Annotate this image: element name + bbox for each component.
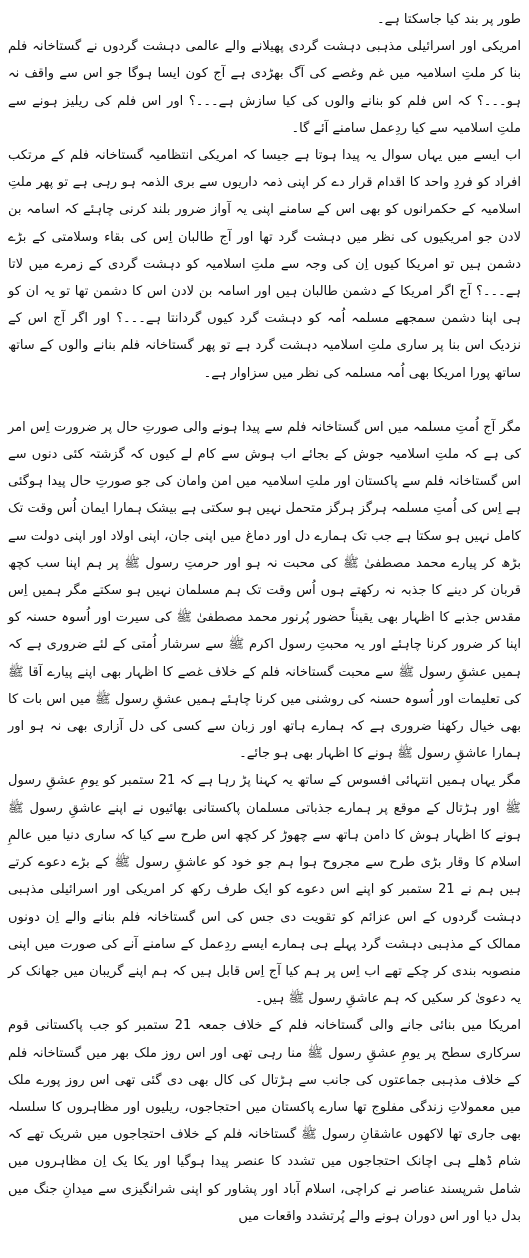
article-paragraph-2: امریکی اور اسرائیلی مذہبی دہشت گردی پھیلانے والے عالمی دہشت گردوں نے گستاخانہ فلم بنا کر ملتِ اسلامیہ میں غم وغصے کی آگ بھڑدی ہے آج کون ایسا ہوگا جو اس سے واقف نہ ہو۔۔۔؟ کہ اس فلم کو بنانے والوں کی کیا سازش ہے۔۔۔؟ اور اس فلم کی ریلیز ہونے سے ملتِ اسلامیہ سے کیا ردِعمل سامنے آئے گا۔ [8, 39, 521, 136]
article-paragraph-1: طور پر بند کیا جاسکتا ہے۔ [376, 12, 521, 27]
paragraph-spacer [8, 387, 521, 414]
article-paragraph-4: مگر آج اُمتِ مسلمہ میں اس گستاخانہ فلم سے پیدا ہونے والی صورتِ حال پر ضرورت اِس امر کی ہے کہ ملتِ اسلامیہ جوش کے بجائے اب ہوش سے کام لے کیوں کہ گزشتہ کئی دنوں سے اس گستاخانہ فلم سے پاکستان اور ملتِ اسلامیہ میں امن وامان کی جو صورتِ حال پیدا ہوگئی ہے اِس کی اُمتِ مسلمہ ہرگز ہرگز متحمل نہیں ہو سکتی ہے بیشک ہمارا ایمان اُس وقت تک کامل نہیں ہو سکتا ہے جب تک ہمارے دل اور دماغ میں اپنی جان، اپنی اولاد اور اپنی دولت سے بڑھ کر پیارے محمد مصطفیٰ ﷺ کی محبت نہ ہو اور حرمتِ رسول ﷺ پر ہم اپنا سب کچھ قربان کر دینے کا جذبہ نہ رکھتے ہوں اُس وقت تک ہم مسلمان نہیں ہو سکتے مگر ہمیں اِس مقدس جذبے کا اظہار بھی یقیناً حضور پُرنور محمد مصطفیٰ ﷺ کی سیرت اور اُسوہ حسنہ کو اپنا کر ضرور کرنا چاہئے اور یہ محبتِ رسول اکرم ﷺ سے سرشار اُمتی کے لئے ضروری ہے کہ ہمیں عشقِ رسول ﷺ سے محبت گستاخانہ فلم کے خلاف غصے کا اظہار بھی اپنے پیارے آقا ﷺ کی تعلیمات اور اُسوہ حسنہ کی روشنی میں کرنا چاہئے ہمیں عشقِ رسول ﷺ میں اس بات کا بھی خیال رکھنا ضروری ہے کہ ہمارے ہاتھ اور زبان سے کسی کی دل آزاری بھی نہ ہو اور ہمارا عاشقِ رسول ﷺ ہونے کا اظہار بھی ہو جائے۔ [8, 419, 521, 762]
article-paragraph-6: امریکا میں بنائی جانے والی گستاخانہ فلم کے خلاف جمعہ 21 ستمبر کو جب پاکستانی قوم سرکاری سطح پر یومِ عشقِ رسول ﷺ منا رہی تھی اور اس روز ملک بھر میں گستاخانہ فلم کے خلاف مذہبی جماعتوں کی جانب سے ہڑتال کی کال بھی دی گئی تھی اس روز پورے ملک میں معمولاتِ زندگی مفلوج تھا سارے پاکستان میں احتجاجوں، ریلیوں اور مظاہروں کا سلسلہ بھی جاری تھا لاکھوں عاشقانِ رسول ﷺ گستاخانہ فلم کے خلاف احتجاجوں میں شریک تھے کہ شام ڈھلے ہی اچانک احتجاجوں میں تشدد کا عنصر پیدا ہوگیا اور یکا یک اِن مظاہروں میں شامل شرپسند عناصر نے کراچی، اسلام آباد اور پشاور کو اپنی شرانگیزی سے میدانِ جنگ میں بدل دیا اور اس دوران ہونے والے پُرتشدد واقعات میں [8, 1018, 521, 1224]
article-paragraph-3: اب ایسے میں یہاں سوال یہ پیدا ہوتا ہے جیسا کہ امریکی انتظامیہ گستاخانہ فلم کے مرتکب افراد کو فردِ واحد کا اقدام قرار دے کر اپنی ذمہ داریوں سے بری الذمہ ہو رہی ہے تو پھر ملتِ اسلامیہ کے حکمرانوں کو بھی اس کے سامنے اپنی یہ آواز ضرور بلند کرنی چاہئے کہ اسامہ بن لادن جو امریکیوں کی نظر میں دہشت گرد تھا اور آج طالبان اِس کی بقاء وسلامتی کے بڑے دشمن ہیں تو امریکا کیوں اِن کی وجہ سے ملتِ اسلامیہ کو دہشت گردی کے زمرے میں لاتا ہے۔۔۔؟ آج اگر امریکا کے دشمن طالبان ہیں اور اسامہ بن لادن اس کا دشمن تھا تو یہ ان کو ہی اپنا دشمن سمجھے مسلمہ اُمہ کو دہشت گرد کیوں گردانتا ہے۔۔۔؟ اور اگر آج اس کے نزدیک اس بنا پر ساری ملتِ اسلامیہ دہشت گرد ہے تو پھر گستاخانہ فلم بنانے والوں کے ساتھ ساتھ پورا امریکا بھی اُمہ مسلمہ کی نظر میں سزاوار ہے۔ [8, 148, 521, 381]
article-paragraph-5: مگر یہاں ہمیں انتہائی افسوس کے ساتھ یہ کہنا پڑ رہا ہے کہ 21 ستمبر کو یومِ عشقِ رسول ﷺ اور ہڑتال کے موقع پر ہمارے جذباتی مسلمان پاکستانی بھائیوں نے اپنے عاشقِ رسول ﷺ ہونے کا اظہار ہوش کا دامن ہاتھ سے چھوڑ کر کچھ اس طرح سے کیا کہ ساری دنیا میں عالمِ اسلام کا وقار بڑی طرح سے مجروح ہوا ہم جو خود کو عاشقِ رسول ﷺ کے بڑے دعوے کرتے ہیں ہم نے 21 ستمبر کو اپنے اس دعوے کو ایک طرف رکھ کر امریکی اور اسرائیلی مذہبی دہشت گردوں کے اس عزائم کو تقویت دی جس کی اس گستاخانہ فلم بنانے والے اِن دونوں ممالک کے مذہبی دہشت گرد پہلے ہی ہمارے ایسے ردِعمل کے سامنے آنے کی صورت میں اپنی منصوبہ بندی کر چکے تھے اب اِس پر ہم کیا آج اِس قابل ہیں کہ ہم اپنے گریبان میں جھانک کر یہ دعویٰ کر سکیں کہ ہم عاشقِ رسول ﷺ ہیں۔ [8, 773, 521, 1007]
